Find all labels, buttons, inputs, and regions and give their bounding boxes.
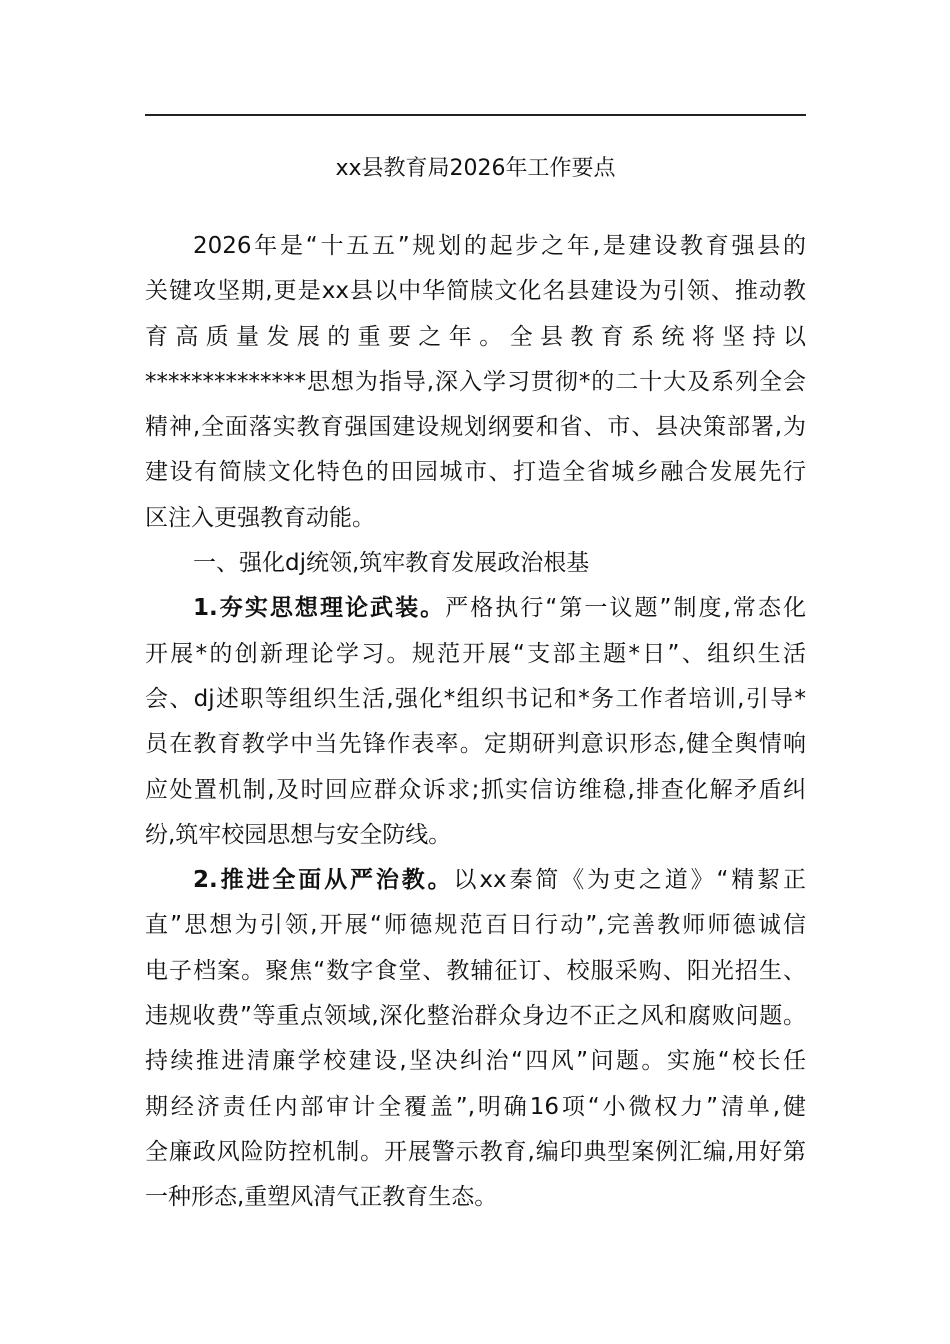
body-line: 育高质量发展的重要之年。全县教育系统将坚持以 [145, 323, 806, 350]
body-line: 全廉政风险防控机制。开展警示教育,编印典型案例汇编,用好第 [145, 1138, 806, 1165]
item-heading: 1.夯实思想理论武装。 [193, 595, 446, 622]
body-line: 区注入更强教育动能。 [145, 504, 375, 531]
header-rule [145, 114, 806, 116]
body-line: 建设有简牍文化特色的田园城市、打造全省城乡融合发展先行 [145, 459, 806, 486]
item-heading: 2.推进全面从严治教。 [193, 867, 454, 894]
body-line: 持续推进清廉学校建设,坚决纠治“四风”问题。实施“校长任 [145, 1048, 806, 1075]
body-line: 2.推进全面从严治教。以xx秦简《为吏之道》“精絜正 [193, 867, 806, 894]
body-line: 会、dj述职等组织生活,强化*组织书记和*务工作者培训,引导* [145, 685, 806, 712]
body-line: 1.夯实思想理论武装。严格执行“第一议题”制度,常态化 [193, 595, 806, 622]
document-body [145, 224, 806, 1221]
body-line: 关键攻坚期,更是xx县以中华简牍文化名县建设为引领、推动教 [145, 278, 806, 305]
body-line: 应处置机制,及时回应群众诉求;抓实信访维稳,排查化解矛盾纠 [145, 776, 806, 803]
body-line: 纷,筑牢校园思想与安全防线。 [145, 821, 452, 848]
document-title: xx县教育局2026年工作要点 [335, 156, 616, 181]
body-line: 员在教育教学中当先锋作表率。定期研判意识形态,健全舆情响 [145, 731, 806, 758]
section-heading: 一、强化dj统领,筑牢教育发展政治根基 [193, 550, 590, 577]
body-line: 电子档案。聚焦“数字食堂、教辅征订、校服采购、阳光招生、 [145, 957, 806, 984]
body-line: 违规收费”等重点领域,深化整治群众身边不正之风和腐败问题。 [145, 1003, 806, 1030]
body-line: 直”思想为引领,开展“师德规范百日行动”,完善教师师德诚信 [145, 912, 806, 939]
body-line: 开展*的创新理论学习。规范开展“支部主题*日”、组织生活 [145, 640, 806, 667]
body-line: **************思想为指导,深入学习贯彻*的二十大及系列全会 [145, 368, 806, 395]
body-line: 精神,全面落实教育强国建设规划纲要和省、市、县决策部署,为 [145, 414, 806, 441]
body-line: 一种形态,重塑风清气正教育生态。 [145, 1184, 498, 1211]
body-line: 期经济责任内部审计全覆盖”,明确16项“小微权力”清单,健 [145, 1093, 806, 1120]
body-line: 2026年是“十五五”规划的起步之年,是建设教育强县的 [193, 233, 806, 259]
